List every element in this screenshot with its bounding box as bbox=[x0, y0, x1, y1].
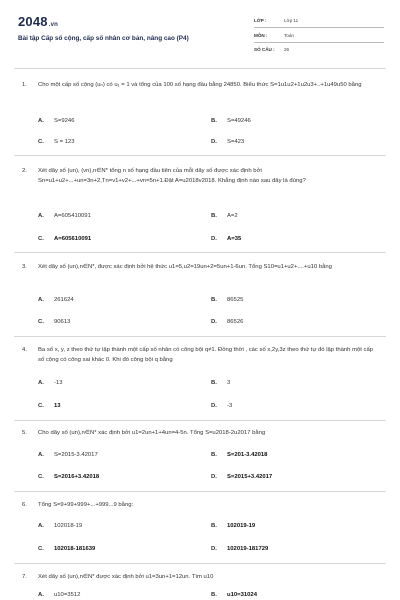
logo-text: 2048 bbox=[18, 14, 48, 29]
option-a[interactable] bbox=[38, 297, 74, 303]
option-label: D. bbox=[211, 403, 217, 409]
option-value: 102019-19 bbox=[227, 523, 256, 529]
option-value: u10=3512 bbox=[54, 592, 81, 598]
option-a[interactable] bbox=[38, 523, 82, 529]
option-value: S=423 bbox=[227, 139, 245, 145]
option-value: 86525 bbox=[227, 297, 244, 303]
question-number: 6. bbox=[22, 502, 27, 508]
subject-underline bbox=[254, 42, 384, 43]
option-value: A=2 bbox=[227, 213, 238, 219]
option-d[interactable] bbox=[211, 546, 268, 552]
class-underline bbox=[254, 27, 384, 28]
option-d[interactable] bbox=[211, 236, 241, 242]
option-a[interactable] bbox=[38, 380, 63, 386]
option-value: -3 bbox=[227, 403, 233, 409]
option-label: C. bbox=[38, 319, 44, 325]
question-text: Cho dãy số (un),n∈N* xác định bởi u1=2un+1+4un=4-5n. Tổng S=u2018-2u2017 bằng bbox=[38, 430, 266, 436]
question-number: 5. bbox=[22, 430, 27, 436]
option-b[interactable] bbox=[211, 452, 267, 458]
count-label: SỐ CÂU : bbox=[254, 47, 275, 52]
option-d[interactable] bbox=[211, 403, 232, 409]
option-label: A. bbox=[38, 592, 44, 598]
option-c[interactable] bbox=[38, 403, 61, 409]
option-label: B. bbox=[211, 523, 217, 529]
class-value: Lớp 11 bbox=[284, 18, 299, 23]
class-label: LỚP : bbox=[254, 18, 267, 23]
option-label: B. bbox=[211, 297, 217, 303]
count-value: 26 bbox=[284, 47, 290, 52]
option-label: B. bbox=[211, 213, 217, 219]
option-value: S=2015+3.42017 bbox=[227, 474, 273, 480]
subject-label: MÔN : bbox=[254, 33, 268, 38]
site-logo[interactable] bbox=[18, 14, 58, 29]
option-a[interactable] bbox=[38, 452, 98, 458]
divider bbox=[14, 563, 386, 564]
option-value: 13 bbox=[54, 403, 61, 409]
question-text: Xét dãy số (un),n∈N*, được xác định bởi hệ thức u1=5,u2=19un+2=5un+1-6un. Tổng S10=u1+u2+....+u10 bằng bbox=[38, 264, 332, 270]
question-number: 4. bbox=[22, 347, 27, 353]
option-b[interactable] bbox=[211, 380, 230, 386]
question-text: Xét dãy số (un),n∈N* được xác định bởi u1=3un+1=12un. Tìm u10 bbox=[38, 574, 214, 580]
option-label: D. bbox=[211, 139, 217, 145]
option-label: D. bbox=[211, 319, 217, 325]
option-label: A. bbox=[38, 380, 44, 386]
option-value: 3 bbox=[227, 380, 231, 386]
option-label: C. bbox=[38, 139, 44, 145]
option-label: A. bbox=[38, 297, 44, 303]
option-value: A=605610091 bbox=[54, 236, 92, 242]
option-a[interactable] bbox=[38, 118, 74, 124]
option-label: A. bbox=[38, 213, 44, 219]
option-label: B. bbox=[211, 452, 217, 458]
divider bbox=[14, 155, 386, 156]
count-row bbox=[254, 45, 384, 57]
option-value: 102018-19 bbox=[54, 523, 83, 529]
option-label: A. bbox=[38, 523, 44, 529]
option-b[interactable] bbox=[211, 297, 243, 303]
option-value: 90613 bbox=[54, 319, 71, 325]
divider bbox=[14, 420, 386, 421]
divider bbox=[14, 252, 386, 253]
question-number: 2. bbox=[22, 168, 27, 174]
option-value: S=2016+3.42018 bbox=[54, 474, 100, 480]
option-c[interactable] bbox=[38, 139, 74, 145]
option-a[interactable] bbox=[38, 592, 80, 598]
option-b[interactable] bbox=[211, 523, 255, 529]
option-label: B. bbox=[211, 380, 217, 386]
option-d[interactable] bbox=[211, 319, 243, 325]
logo-suffix: .vn bbox=[48, 22, 59, 28]
option-label: A. bbox=[38, 452, 44, 458]
option-value: A=605410091 bbox=[54, 213, 91, 219]
option-c[interactable] bbox=[38, 474, 99, 480]
option-label: C. bbox=[38, 546, 44, 552]
option-value: 261624 bbox=[54, 297, 74, 303]
option-value: -13 bbox=[54, 380, 63, 386]
option-value: S=9246 bbox=[54, 118, 75, 124]
divider bbox=[14, 336, 386, 337]
option-label: C. bbox=[38, 403, 44, 409]
option-d[interactable] bbox=[211, 139, 244, 145]
option-value: 102019-181729 bbox=[227, 546, 269, 552]
option-b[interactable] bbox=[211, 118, 251, 124]
option-value: u10=31024 bbox=[227, 592, 257, 598]
question-text: Xét dãy số (un), (vn),n∈N* tổng n số hạng đầu tiên của mỗi dãy số được xác định bởi Sn=u1+u2+...+un=3n+2,Tn=v1+v2+...+vn=5n+1.Đặt A=u2018v2018. Khẳng định nào sau đây là đúng? bbox=[38, 168, 306, 184]
question-number: 1. bbox=[22, 82, 27, 88]
option-value: 102018-181639 bbox=[54, 546, 96, 552]
option-label: B. bbox=[211, 592, 217, 598]
option-value: S=201-3.42018 bbox=[227, 452, 268, 458]
option-label: A. bbox=[38, 118, 44, 124]
option-value: A=35 bbox=[227, 236, 242, 242]
page-header bbox=[0, 0, 400, 66]
class-row bbox=[254, 16, 384, 28]
question-text: Ba số x, y, z theo thứ tự lập thành một cấp số nhân có công bội q≠1. Đồng thời , các số x,2y,3z theo thứ tự đó lập thành một cấp số cộng có công sai khác 0. Khi đó công bội q bằng bbox=[38, 347, 374, 363]
option-value: S=49246 bbox=[227, 118, 251, 124]
option-a[interactable] bbox=[38, 213, 91, 219]
option-label: C. bbox=[38, 236, 44, 242]
option-label: C. bbox=[38, 474, 44, 480]
option-c[interactable] bbox=[38, 546, 95, 552]
question-number: 3. bbox=[22, 264, 27, 270]
option-label: D. bbox=[211, 474, 217, 480]
document-title: Bài tập Cấp số cộng, cấp số nhân cơ bản, nâng cao (P4) bbox=[18, 35, 189, 42]
option-value: S=2015-3.42017 bbox=[54, 452, 98, 458]
divider bbox=[14, 491, 386, 492]
option-c[interactable] bbox=[38, 236, 91, 242]
option-c[interactable] bbox=[38, 319, 70, 325]
question-number: 7. bbox=[22, 574, 27, 580]
option-b[interactable] bbox=[211, 592, 257, 598]
subject-value: Toán bbox=[284, 33, 294, 38]
option-value: S = 123 bbox=[54, 139, 75, 145]
option-d[interactable] bbox=[211, 474, 272, 480]
divider bbox=[14, 68, 386, 69]
question-text: Tổng S=9+99+999+...+999...9 bằng: bbox=[38, 502, 134, 508]
option-value: 86526 bbox=[227, 319, 244, 325]
option-label: D. bbox=[211, 236, 217, 242]
option-b[interactable] bbox=[211, 213, 238, 219]
subject-row bbox=[254, 31, 384, 43]
option-label: D. bbox=[211, 546, 217, 552]
question-text: Cho một cấp số cộng (uₙ) có u₁ = 1 và tổng của 100 số hạng đầu bằng 24850. Biểu thức S=1u1u2+1u2u3+..+1u49u50 bằng bbox=[38, 82, 362, 88]
option-label: B. bbox=[211, 118, 217, 124]
